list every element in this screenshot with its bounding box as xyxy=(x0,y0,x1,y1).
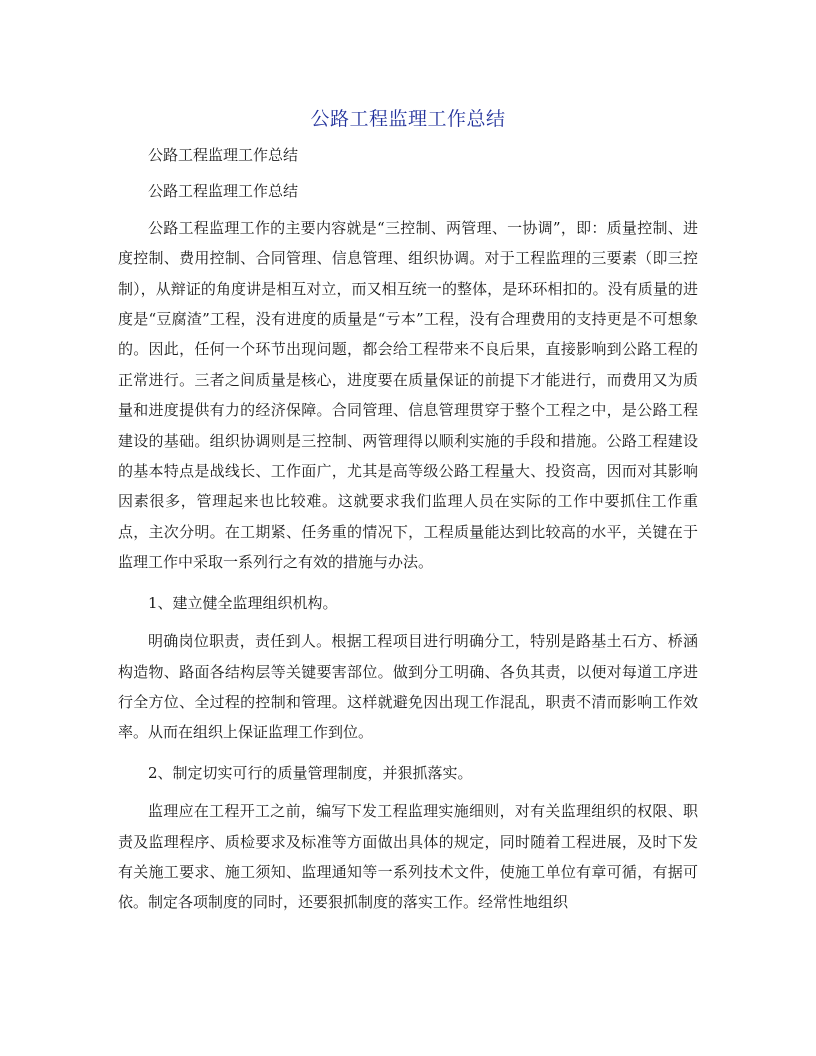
section-heading: 2、制定切实可行的质量管理制度，并狠抓落实。 xyxy=(148,763,473,782)
paragraph: 公路工程监理工作的主要内容就是“三控制、两管理、一协调”，即：质量控制、进度控制、费用控制、合同管理、信息管理、组织协调。对于工程监理的三要素（即三控制），从辩证的角度讲是相互对立，而又相互统一的整体，是环环相扣的。没有质量的进度是“豆腐渣”工程，没有进度的质量是“亏本”工程，没有合理费用的支持更是不可想象的。因此，任何一个环节出现问题，都会给工程带来不良后果，直接影响到公路工程的正常进行。三者之间质量是核心，进度要在质量保证的前提下才能进行，而费用又为质量和进度提供有力的经济保障。合同管理、信息管理贯穿于整个工程之中，是公路工程建设的基础。组织协调则是三控制、两管理得以顺利实施的手段和措施。公路工程建设的基本特点是战线长、工作面广，尤其是高等级公路工程量大、投资高，因而对其影响因素很多，管理起来也比较难。这就要求我们监理人员在实际的工作中要抓住工作重点，主次分明。在工期紧、任务重的情况下，工程质量能达到比较高的水平，关键在于监理工作中采取一系列行之有效的措施与办法。 xyxy=(118,218,698,572)
subtitle-line: 公路工程监理工作总结 xyxy=(148,146,299,164)
document-body xyxy=(118,140,698,928)
paragraph: 监理应在工程开工之前，编写下发工程监理实施细则，对有关监理组织的权限、职责及监理程序、质检要求及标准等方面做出具体的规定，同时随着工程进展，及时下发有关施工要求、施工须知、监理通知等一系列技术文件，使施工单位有章可循，有据可依。制定各项制度的同时，还要狠抓制度的落实工作。经常性地组织 xyxy=(118,802,698,912)
section-heading: 1、建立健全监理组织机构。 xyxy=(148,593,338,612)
paragraph: 明确岗位职责，责任到人。根据工程项目进行明确分工，特别是路基土石方、桥涵构造物、路面各结构层等关键要害部位。做到分工明确、各负其责，以便对每道工序进行全方位、全过程的控制和管理。这样就避免因出现工作混乱，职责不清而影响工作效率。从而在组织上保证监理工作到位。 xyxy=(118,632,698,742)
document-title: 公路工程监理工作总结 xyxy=(310,108,506,130)
subtitle-line: 公路工程监理工作总结 xyxy=(148,182,299,201)
